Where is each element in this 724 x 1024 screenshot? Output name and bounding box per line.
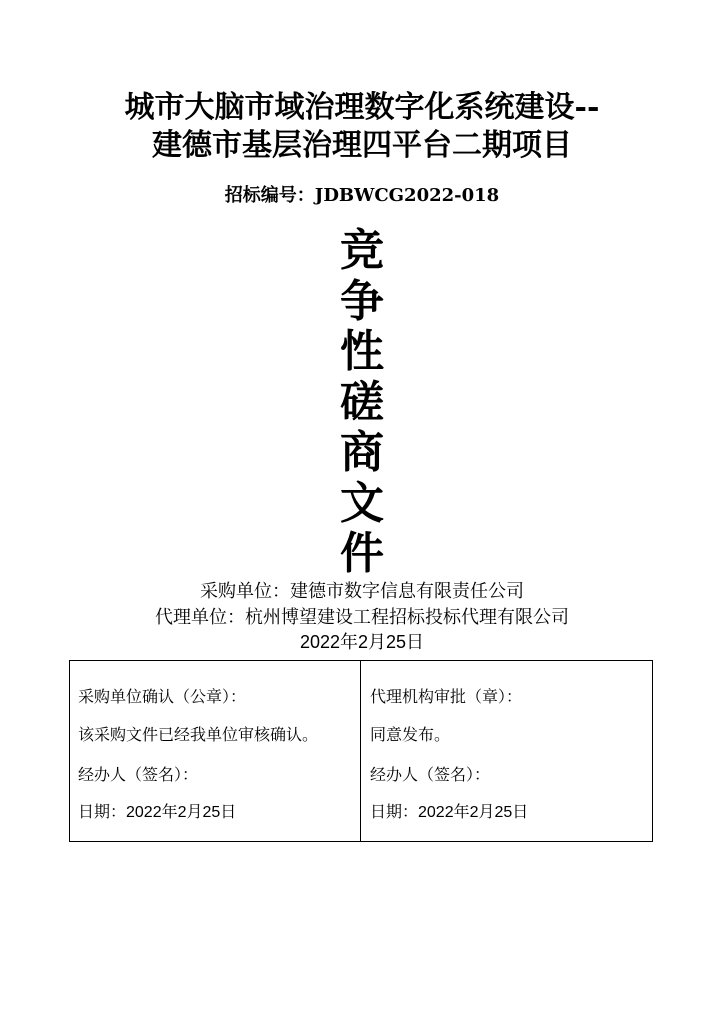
- purchaser-confirmation-statement: 该采购文件已经我单位审核确认。: [78, 725, 319, 744]
- purchaser-confirmation-heading: 采购单位确认（公章）：: [78, 687, 247, 706]
- purchaser-handler-signature: 经办人（签名）：: [78, 765, 199, 784]
- bid-number: 招标编号：JDBWCG2022-018: [224, 185, 500, 206]
- agent-approval-heading: 代理机构审批（章）：: [370, 687, 523, 706]
- title-line-1: 城市大脑市域治理数字化系统建设--: [124, 90, 600, 125]
- document-type-char: 磋: [340, 376, 384, 428]
- agent-line: 代理单位：杭州博望建设工程招标投标代理有限公司: [155, 607, 569, 628]
- approval-table: [69, 660, 653, 842]
- document-type-char: 文: [340, 477, 384, 529]
- document-type-char: 争: [340, 275, 384, 327]
- document-type-char: 性: [340, 326, 384, 377]
- document-type-char: 商: [340, 427, 384, 478]
- agent-handler-signature: 经办人（签名）：: [370, 765, 491, 784]
- agent-approval-statement: 同意发布。: [370, 725, 451, 744]
- agent-approval-date: 日期：2022年2月25日: [370, 804, 529, 821]
- purchaser-line: 采购单位：建德市数字信息有限责任公司: [200, 581, 524, 602]
- title-line-2: 建德市基层治理四平台二期项目: [152, 128, 572, 163]
- purchaser-confirmation-date: 日期：2022年2月25日: [78, 804, 237, 821]
- document-type-vertical-title: [332, 226, 392, 580]
- issue-date: 2022年2月25日: [299, 632, 425, 652]
- table-divider: [360, 661, 361, 841]
- document-type-char: 竞: [340, 225, 384, 276]
- document-type-char: 件: [340, 528, 384, 579]
